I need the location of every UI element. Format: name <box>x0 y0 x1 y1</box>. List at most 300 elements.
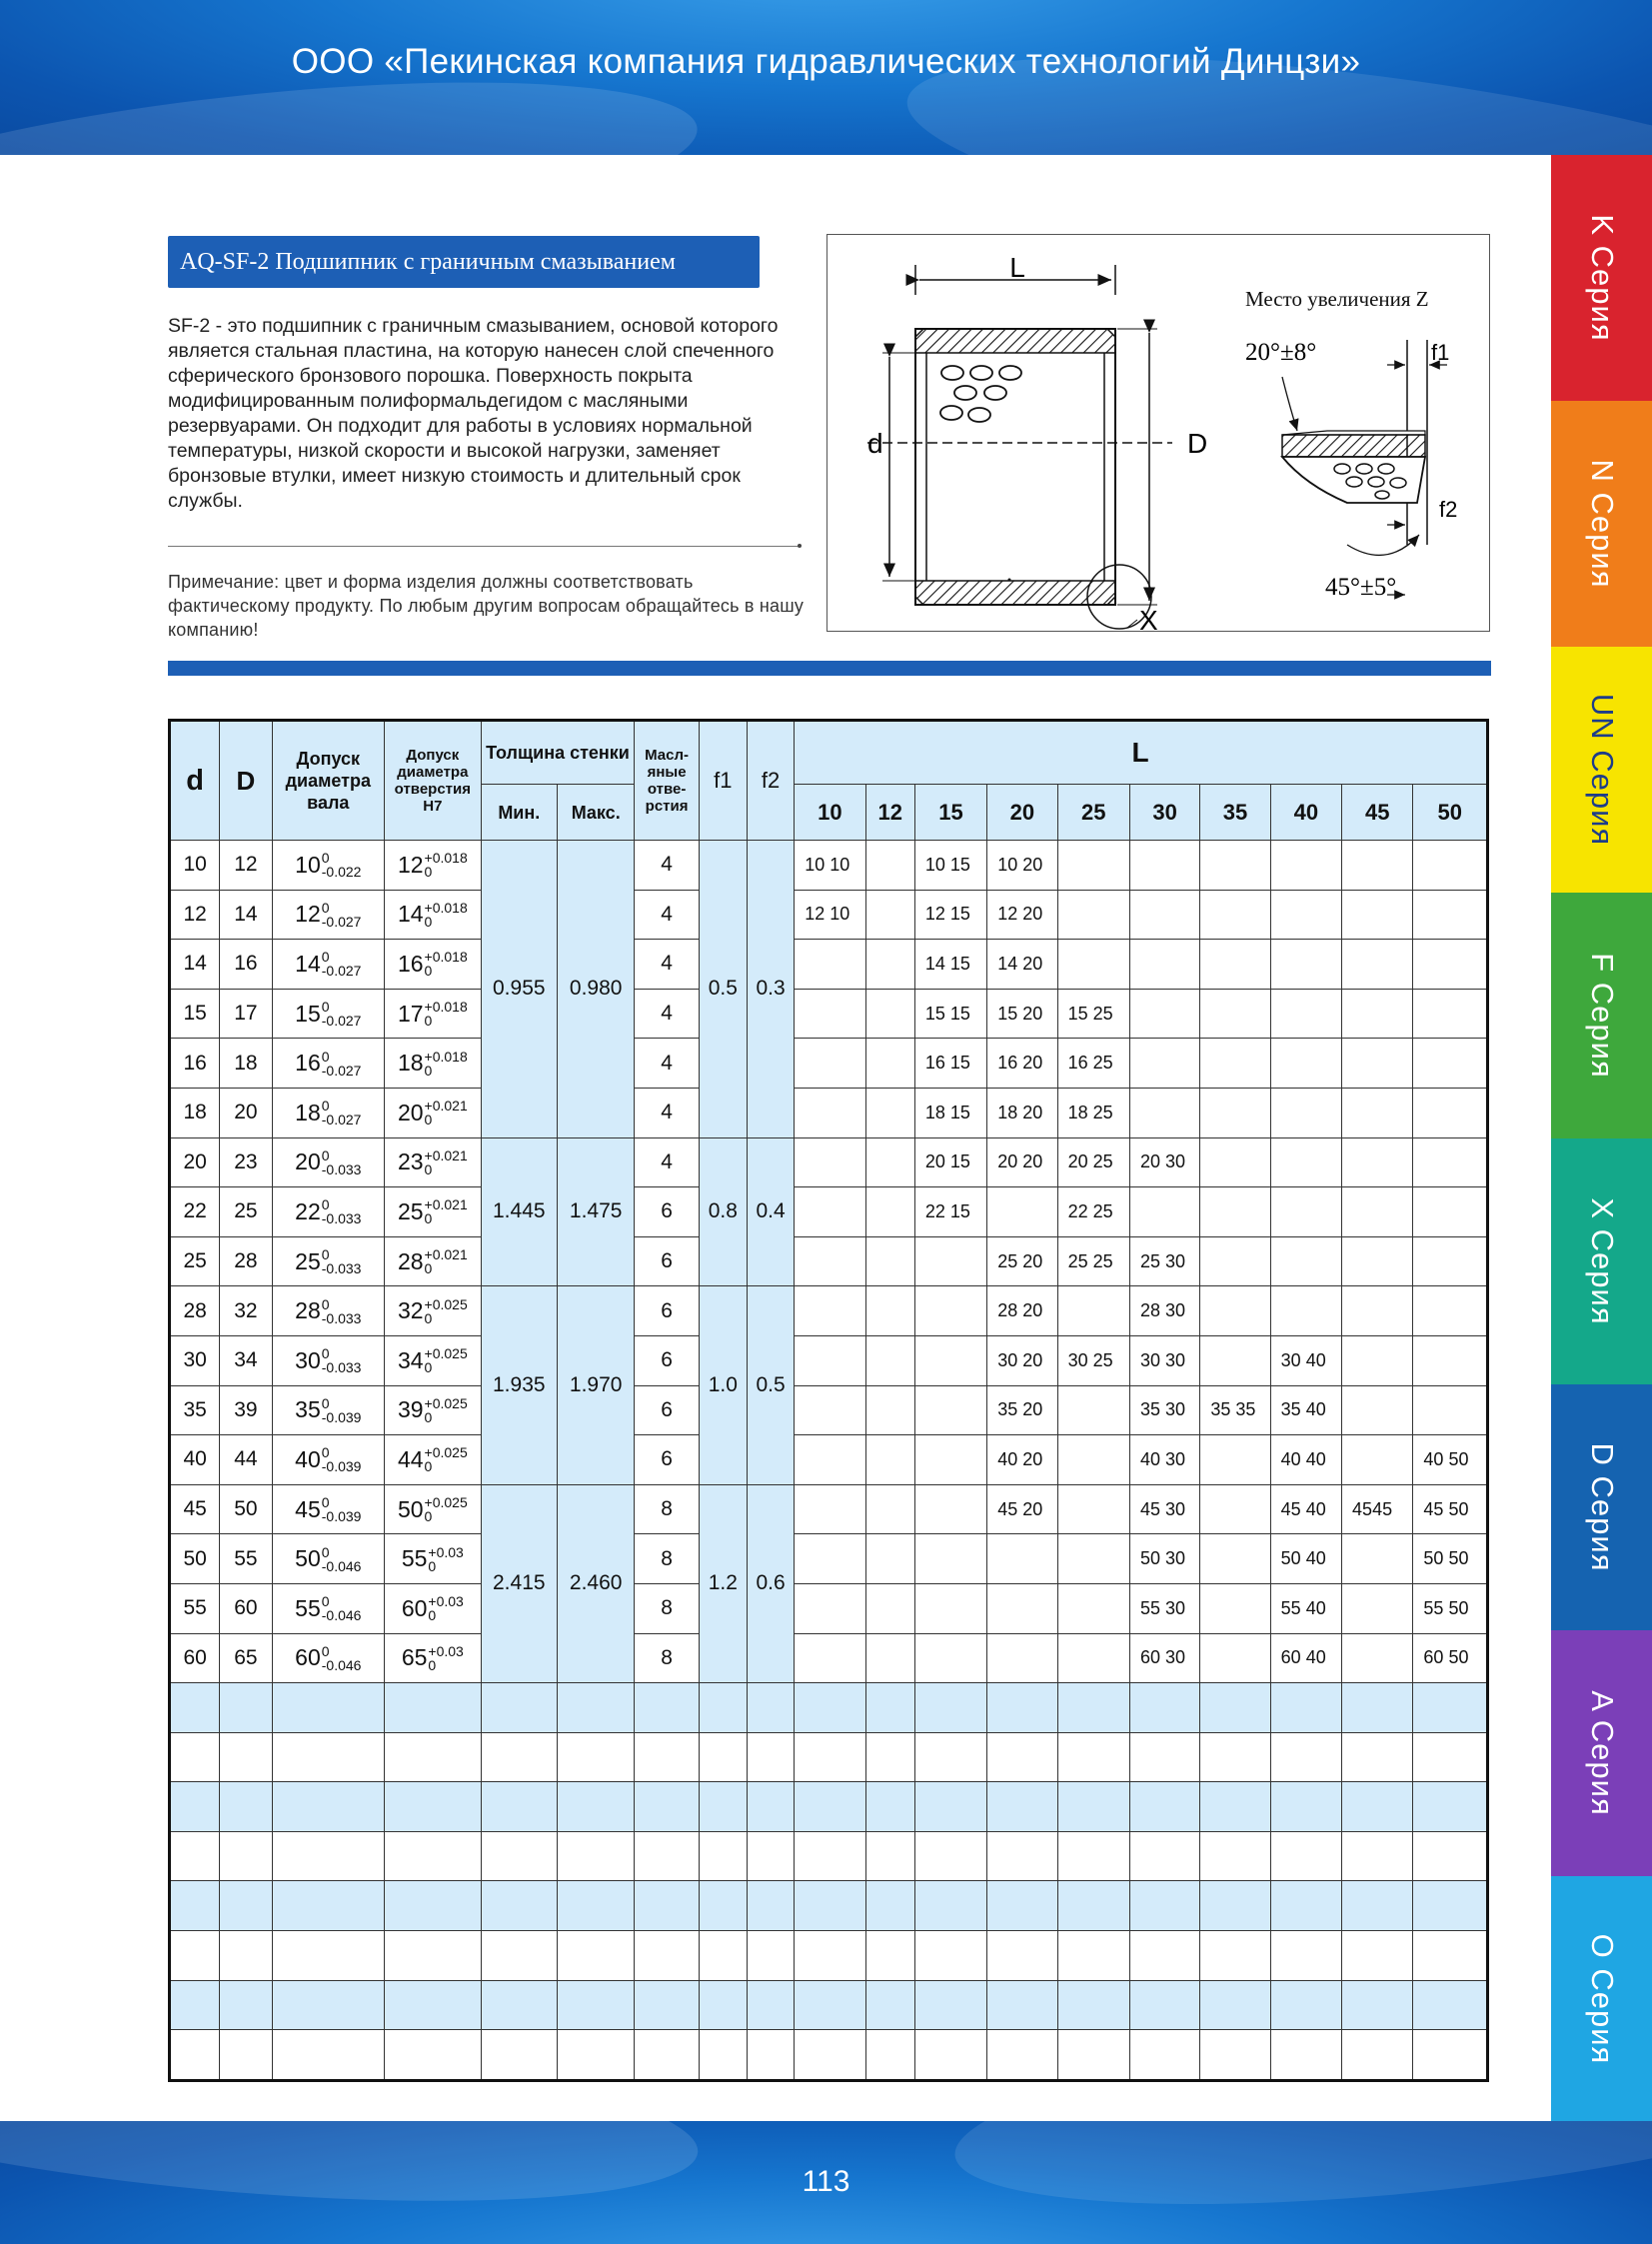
tol-upper: +0.021 <box>424 1146 468 1163</box>
th-wall-min: Мин. <box>481 785 557 841</box>
cell-L: 18 15 <box>914 1088 986 1137</box>
cell-d: 14 <box>170 940 220 990</box>
empty-row <box>170 1931 1488 1981</box>
cell-D: 14 <box>220 890 272 940</box>
cell-L <box>1342 1137 1413 1187</box>
cell-L <box>1057 1534 1129 1584</box>
cell-wall-max: 1.970 <box>557 1286 634 1484</box>
cell-L <box>1413 841 1488 891</box>
th-L-value: 15 <box>914 785 986 841</box>
table-row <box>170 1088 1488 1137</box>
tol-lower: 0 <box>424 963 433 980</box>
tol-lower: -0.046 <box>321 1607 362 1624</box>
tol-upper: 0 <box>321 1098 330 1115</box>
tol-base: 20 <box>397 1099 424 1125</box>
cell-shaft-tolerance <box>272 841 385 891</box>
series-tab[interactable] <box>1551 1630 1652 1876</box>
cell-L <box>795 1435 865 1485</box>
series-tab-label: X Серия <box>1584 1197 1620 1325</box>
table-row <box>170 1435 1488 1485</box>
tol-upper: +0.021 <box>424 1196 468 1213</box>
cell-L <box>1200 1236 1270 1286</box>
cell-hole-tolerance <box>385 1286 482 1336</box>
cell-shaft-tolerance <box>272 1236 385 1286</box>
cell-L: 45 30 <box>1129 1484 1199 1534</box>
tol-base: 14 <box>397 901 424 928</box>
tol-base: 40 <box>295 1445 321 1472</box>
cell-L <box>1200 1039 1270 1089</box>
series-tab[interactable] <box>1551 1384 1652 1630</box>
tol-lower: -0.039 <box>321 1458 362 1475</box>
tol-base: 28 <box>397 1247 424 1274</box>
cell-L <box>914 1633 986 1683</box>
tol-upper: 0 <box>321 1494 330 1511</box>
tol-lower: -0.046 <box>321 1656 362 1673</box>
cell-L <box>1270 1088 1341 1137</box>
tol-lower: -0.039 <box>321 1408 362 1425</box>
bearing-spec-table <box>168 719 1489 2082</box>
cell-L: 18 25 <box>1057 1088 1129 1137</box>
th-f2: f2 <box>747 721 794 841</box>
cell-L: 50 40 <box>1270 1534 1341 1584</box>
cell-f1: 1.0 <box>699 1286 747 1484</box>
cell-L <box>1342 1335 1413 1385</box>
tol-base: 16 <box>295 1050 321 1077</box>
series-tab-label: UN Серия <box>1584 693 1620 847</box>
series-tab[interactable] <box>1551 401 1652 647</box>
tol-lower: -0.046 <box>321 1557 362 1574</box>
cell-L: 15 20 <box>987 989 1057 1039</box>
cell-L <box>795 1385 865 1435</box>
cell-L: 15 15 <box>914 989 986 1039</box>
cell-L <box>1200 940 1270 990</box>
table-row <box>170 1484 1488 1534</box>
tol-base: 15 <box>295 1000 321 1027</box>
cell-hole-tolerance <box>385 1039 482 1089</box>
cell-oil-holes: 4 <box>635 1137 699 1187</box>
table-row <box>170 940 1488 990</box>
tol-base: 30 <box>295 1346 321 1373</box>
cell-L: 28 20 <box>987 1286 1057 1336</box>
th-hole-tolerance: Допуск диаметра отверстия H7 <box>385 721 482 841</box>
cell-L: 18 20 <box>987 1088 1057 1137</box>
tol-lower: 0 <box>428 1557 437 1574</box>
cell-hole-tolerance <box>385 1385 482 1435</box>
cell-L: 20 20 <box>987 1137 1057 1187</box>
cell-wall-min: 1.445 <box>481 1137 557 1286</box>
cell-L <box>1057 841 1129 891</box>
cell-L: 12 10 <box>795 890 865 940</box>
th-L-value: 25 <box>1057 785 1129 841</box>
cell-L <box>865 1534 914 1584</box>
cell-L: 40 40 <box>1270 1435 1341 1485</box>
cell-L <box>1129 1088 1199 1137</box>
tol-upper: 0 <box>321 949 330 966</box>
cell-L: 10 20 <box>987 841 1057 891</box>
cell-shaft-tolerance <box>272 1039 385 1089</box>
cell-d: 22 <box>170 1187 220 1237</box>
cell-L <box>914 1583 986 1633</box>
page-number: 113 <box>802 2165 850 2198</box>
tol-lower: 0 <box>424 1359 433 1376</box>
cell-L: 25 30 <box>1129 1236 1199 1286</box>
cell-L <box>1200 1187 1270 1237</box>
series-tab[interactable] <box>1551 1138 1652 1384</box>
cell-L: 10 15 <box>914 841 986 891</box>
tol-base: 39 <box>397 1396 424 1423</box>
cell-L <box>1270 1039 1341 1089</box>
cell-L <box>865 1039 914 1089</box>
cell-d: 18 <box>170 1088 220 1137</box>
cell-L: 25 20 <box>987 1236 1057 1286</box>
th-L-value: 40 <box>1270 785 1341 841</box>
tol-base: 32 <box>397 1297 424 1324</box>
th-wall-thickness: Толщина стенки <box>481 721 635 785</box>
th-D: D <box>220 721 272 841</box>
cell-oil-holes: 6 <box>635 1187 699 1237</box>
empty-row <box>170 1881 1488 1931</box>
cell-L <box>1270 1286 1341 1336</box>
cell-L: 60 40 <box>1270 1633 1341 1683</box>
tol-base: 45 <box>295 1495 321 1522</box>
series-tab[interactable] <box>1551 893 1652 1138</box>
cell-d: 12 <box>170 890 220 940</box>
cell-L <box>914 1435 986 1485</box>
cell-shaft-tolerance <box>272 1335 385 1385</box>
cell-L <box>1057 1286 1129 1336</box>
tol-lower: 0 <box>424 1508 433 1525</box>
cell-D: 25 <box>220 1187 272 1237</box>
cell-L: 12 20 <box>987 890 1057 940</box>
cell-L <box>1342 1534 1413 1584</box>
cell-hole-tolerance <box>385 1484 482 1534</box>
cell-L <box>1342 1286 1413 1336</box>
cell-D: 18 <box>220 1039 272 1089</box>
th-L-value: 30 <box>1129 785 1199 841</box>
cell-L <box>1057 1435 1129 1485</box>
table-row <box>170 1039 1488 1089</box>
cell-L <box>1129 940 1199 990</box>
series-tab-label: K Серия <box>1584 214 1620 342</box>
tol-base: 44 <box>397 1445 424 1472</box>
cell-L <box>1342 1583 1413 1633</box>
cell-shaft-tolerance <box>272 1088 385 1137</box>
cell-D: 55 <box>220 1534 272 1584</box>
cell-hole-tolerance <box>385 1088 482 1137</box>
tol-upper: 0 <box>321 1048 330 1065</box>
cell-L: 60 30 <box>1129 1633 1199 1683</box>
cell-L: 16 15 <box>914 1039 986 1089</box>
cell-hole-tolerance <box>385 1435 482 1485</box>
tol-lower: 0 <box>424 1458 433 1475</box>
table-row <box>170 1137 1488 1187</box>
th-oil-holes: Масл-яные отве-рстия <box>635 721 699 841</box>
series-tab[interactable] <box>1551 155 1652 401</box>
cell-L <box>795 1286 865 1336</box>
cell-D: 23 <box>220 1137 272 1187</box>
cell-L <box>1270 989 1341 1039</box>
series-tab[interactable] <box>1551 647 1652 893</box>
cell-shaft-tolerance <box>272 1534 385 1584</box>
th-L-value: 50 <box>1413 785 1488 841</box>
cell-L <box>1129 1039 1199 1089</box>
cell-L <box>795 989 865 1039</box>
cell-L: 20 30 <box>1129 1137 1199 1187</box>
th-L-value: 35 <box>1200 785 1270 841</box>
tol-upper: 0 <box>321 999 330 1016</box>
series-tab-label: O Серия <box>1584 1933 1620 2065</box>
tol-base: 35 <box>295 1396 321 1423</box>
th-wall-max: Макс. <box>557 785 634 841</box>
cell-shaft-tolerance <box>272 1187 385 1237</box>
cell-L: 12 15 <box>914 890 986 940</box>
cell-L <box>1129 841 1199 891</box>
cell-hole-tolerance <box>385 1633 482 1683</box>
cell-L <box>865 841 914 891</box>
cell-L: 20 15 <box>914 1137 986 1187</box>
cell-L <box>865 1088 914 1137</box>
cell-L <box>1413 1335 1488 1385</box>
cell-D: 20 <box>220 1088 272 1137</box>
cell-L <box>1270 1187 1341 1237</box>
tol-lower: -0.027 <box>321 1062 362 1079</box>
tol-lower: -0.027 <box>321 1112 362 1128</box>
cell-L <box>1129 890 1199 940</box>
table-row <box>170 1385 1488 1435</box>
cell-oil-holes: 8 <box>635 1534 699 1584</box>
cell-L <box>865 890 914 940</box>
cell-L <box>865 1435 914 1485</box>
cell-L: 25 25 <box>1057 1236 1129 1286</box>
cell-D: 16 <box>220 940 272 990</box>
cell-L <box>1200 1534 1270 1584</box>
tol-upper: +0.03 <box>428 1593 464 1610</box>
cell-L: 30 40 <box>1270 1335 1341 1385</box>
cell-oil-holes: 6 <box>635 1335 699 1385</box>
table-row <box>170 841 1488 891</box>
tol-upper: 0 <box>321 1394 330 1411</box>
cell-f2: 0.3 <box>747 841 794 1138</box>
cell-L <box>1057 1583 1129 1633</box>
cell-L <box>795 1484 865 1534</box>
cell-L <box>1200 1633 1270 1683</box>
cell-L <box>914 1236 986 1286</box>
cell-L <box>1129 989 1199 1039</box>
label-f2: f2 <box>1439 497 1458 522</box>
series-tab[interactable] <box>1551 1876 1652 2122</box>
cell-d: 60 <box>170 1633 220 1683</box>
tol-base: 23 <box>397 1148 424 1175</box>
tol-base: 12 <box>397 851 424 878</box>
tol-base: 50 <box>397 1495 424 1522</box>
cell-L: 45 20 <box>987 1484 1057 1534</box>
cell-shaft-tolerance <box>272 1385 385 1435</box>
cell-L: 22 15 <box>914 1187 986 1237</box>
cell-L <box>795 1137 865 1187</box>
cell-L <box>914 1286 986 1336</box>
cell-L: 14 20 <box>987 940 1057 990</box>
cell-L <box>865 1236 914 1286</box>
tol-lower: 0 <box>424 1260 433 1277</box>
cell-shaft-tolerance <box>272 890 385 940</box>
tol-base: 16 <box>397 950 424 977</box>
cell-L <box>865 1286 914 1336</box>
cell-f2: 0.4 <box>747 1137 794 1286</box>
tol-upper: +0.025 <box>424 1444 468 1461</box>
cell-d: 30 <box>170 1335 220 1385</box>
series-tab-label: N Серия <box>1584 459 1620 589</box>
tol-base: 55 <box>295 1594 321 1621</box>
cell-L: 35 35 <box>1200 1385 1270 1435</box>
cell-hole-tolerance <box>385 1137 482 1187</box>
cell-L: 4545 <box>1342 1484 1413 1534</box>
cell-L <box>1200 1137 1270 1187</box>
cell-L <box>1342 989 1413 1039</box>
cell-L <box>987 1633 1057 1683</box>
cell-d: 15 <box>170 989 220 1039</box>
cell-L <box>1057 890 1129 940</box>
tol-lower: -0.027 <box>321 963 362 980</box>
cell-L <box>1342 1187 1413 1237</box>
tol-upper: +0.025 <box>424 1295 468 1312</box>
cell-oil-holes: 6 <box>635 1385 699 1435</box>
series-tab-label: A Серия <box>1584 1690 1620 1816</box>
tol-base: 34 <box>397 1346 424 1373</box>
empty-row <box>170 2030 1488 2081</box>
cell-L <box>914 1385 986 1435</box>
cell-L <box>795 1583 865 1633</box>
tol-base: 65 <box>401 1644 428 1671</box>
bearing-diagram <box>826 234 1490 632</box>
cell-L <box>795 1633 865 1683</box>
label-L: L <box>1009 252 1025 283</box>
cell-L <box>865 1187 914 1237</box>
tol-lower: -0.033 <box>321 1359 362 1376</box>
note-text: Примечание: цвет и форма изделия должны соответствовать фактическому продукту. По любым другим вопросам обращайтесь в нашу компанию! <box>168 572 805 640</box>
cell-L <box>1342 890 1413 940</box>
tol-lower: -0.033 <box>321 1260 362 1277</box>
label-X: X <box>1139 605 1158 631</box>
tol-base: 25 <box>295 1247 321 1274</box>
cell-D: 17 <box>220 989 272 1039</box>
tol-upper: +0.025 <box>424 1494 468 1511</box>
tol-lower: 0 <box>424 1210 433 1227</box>
cell-L <box>1342 1385 1413 1435</box>
th-L-value: 20 <box>987 785 1057 841</box>
tol-upper: +0.03 <box>428 1543 464 1560</box>
cell-L <box>795 1088 865 1137</box>
table-row <box>170 1286 1488 1336</box>
cell-L <box>914 1534 986 1584</box>
tol-base: 25 <box>397 1197 424 1224</box>
cell-shaft-tolerance <box>272 1137 385 1187</box>
product-description: SF-2 - это подшипник с граничным смазыванием, основой которого является стальная пластина, на которую нанесен слой спеченного сферического бронзового порошка. Поверхность покрыта модифицированным полиформальдегидом с масляными резервуарами. Он подходит для работы в условиях нормальной температуры, низкой скорости и высокой нагрузки, заменяет бронзовые втулки, имеет низкую стоимость и длительный срок службы. <box>168 315 779 512</box>
cell-L <box>865 989 914 1039</box>
empty-row <box>170 1782 1488 1832</box>
cell-oil-holes: 6 <box>635 1435 699 1485</box>
cell-D: 34 <box>220 1335 272 1385</box>
cell-wall-max: 1.475 <box>557 1137 634 1286</box>
angle-bottom: 45°±5° <box>1325 574 1397 601</box>
cell-L <box>1342 1039 1413 1089</box>
table-row <box>170 1335 1488 1385</box>
cell-L: 35 40 <box>1270 1385 1341 1435</box>
cell-L <box>865 1484 914 1534</box>
cell-hole-tolerance <box>385 1335 482 1385</box>
tol-upper: 0 <box>321 1642 330 1659</box>
cell-wall-min: 1.935 <box>481 1286 557 1484</box>
cell-L <box>987 1187 1057 1237</box>
cell-L: 30 30 <box>1129 1335 1199 1385</box>
cell-L <box>1270 890 1341 940</box>
page-footer <box>0 2121 1652 2244</box>
cell-D: 12 <box>220 841 272 891</box>
table-row <box>170 1534 1488 1584</box>
cell-L: 55 50 <box>1413 1583 1488 1633</box>
label-D: D <box>1187 428 1208 459</box>
tol-base: 10 <box>295 851 321 878</box>
page-header <box>0 0 1652 155</box>
cell-f2: 0.6 <box>747 1484 794 1682</box>
cell-wall-max: 0.980 <box>557 841 634 1138</box>
cell-L: 20 25 <box>1057 1137 1129 1187</box>
tol-upper: +0.03 <box>428 1642 464 1659</box>
cell-d: 50 <box>170 1534 220 1584</box>
cell-L <box>987 1534 1057 1584</box>
tol-base: 17 <box>397 1000 424 1027</box>
tol-upper: 0 <box>321 850 330 867</box>
cell-d: 55 <box>170 1583 220 1633</box>
table-row <box>170 1583 1488 1633</box>
table-row <box>170 1187 1488 1237</box>
series-tab-label: D Серия <box>1584 1442 1620 1572</box>
cell-L <box>1342 841 1413 891</box>
cell-hole-tolerance <box>385 989 482 1039</box>
cell-L <box>1413 1286 1488 1336</box>
cell-L <box>795 1236 865 1286</box>
cell-L <box>1129 1187 1199 1237</box>
cell-L <box>1413 989 1488 1039</box>
cell-D: 28 <box>220 1236 272 1286</box>
empty-row <box>170 1683 1488 1733</box>
tol-upper: 0 <box>321 1593 330 1610</box>
tol-upper: +0.021 <box>424 1098 468 1115</box>
cell-L <box>1200 890 1270 940</box>
empty-row <box>170 1732 1488 1782</box>
cell-L <box>1270 841 1341 891</box>
cell-L <box>1413 1039 1488 1089</box>
cell-hole-tolerance <box>385 940 482 990</box>
tol-lower: 0 <box>428 1607 437 1624</box>
tol-base: 12 <box>295 901 321 928</box>
cell-L: 45 40 <box>1270 1484 1341 1534</box>
cell-L: 10 10 <box>795 841 865 891</box>
cell-L <box>1057 1633 1129 1683</box>
divider <box>168 546 800 547</box>
cell-oil-holes: 4 <box>635 841 699 891</box>
series-tab-label: F Серия <box>1584 953 1620 1079</box>
cell-L <box>1413 890 1488 940</box>
section-bar <box>168 661 1491 676</box>
cell-shaft-tolerance <box>272 1435 385 1485</box>
tol-base: 14 <box>295 950 321 977</box>
tol-lower: 0 <box>428 1656 437 1673</box>
cell-L: 14 15 <box>914 940 986 990</box>
cell-L <box>1200 1286 1270 1336</box>
label-d: d <box>867 428 883 459</box>
tol-upper: 0 <box>321 1295 330 1312</box>
cell-L <box>1270 940 1341 990</box>
